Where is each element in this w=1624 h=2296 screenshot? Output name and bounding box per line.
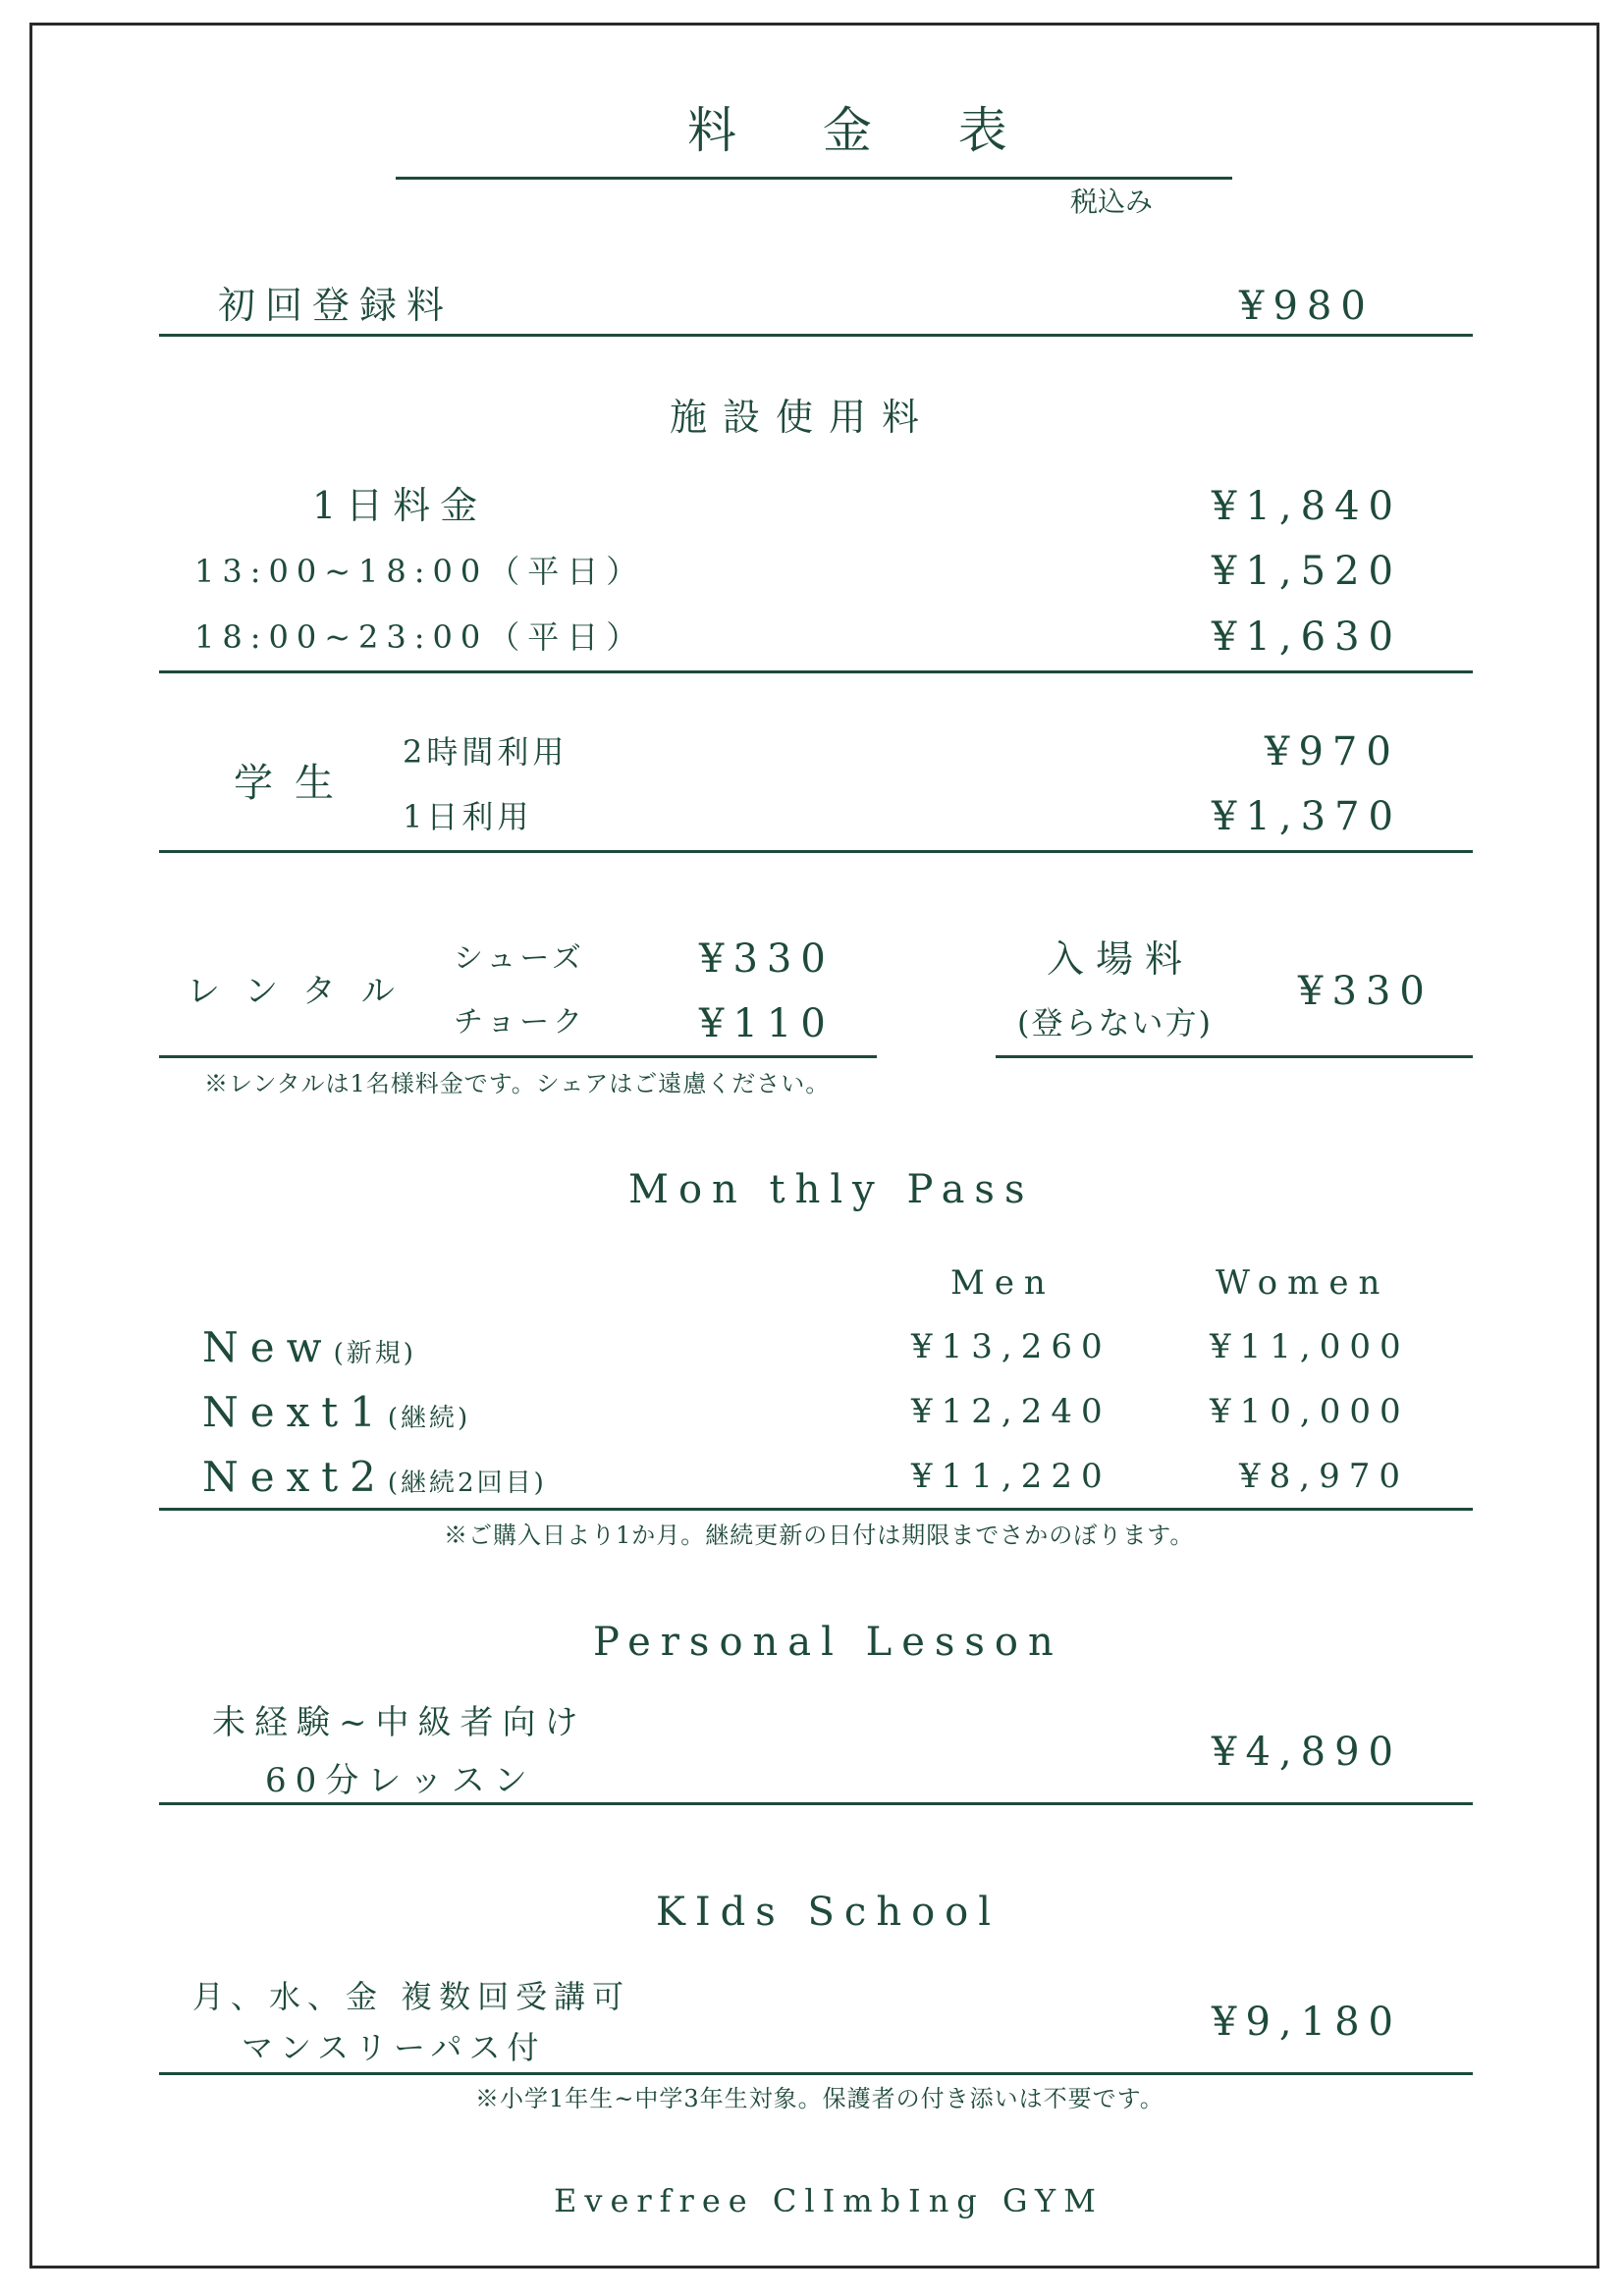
registration-label: 初回登録料 <box>218 284 455 327</box>
facility-heading: 施設使用料 <box>670 396 936 439</box>
facility-day2-label: 13:00~18:00（平日） <box>194 553 646 590</box>
monthly-row-label: Next2 <box>202 1453 388 1501</box>
student-2h-price: ¥970 <box>1265 729 1400 774</box>
monthly-next2-men: ¥11,220 <box>911 1457 1111 1496</box>
divider <box>159 1508 1473 1511</box>
monthly-row-sub: (新規) <box>333 1339 416 1368</box>
monthly-next2-women: ¥8,970 <box>1239 1457 1409 1496</box>
monthly-next1-men: ¥12,240 <box>911 1392 1111 1431</box>
monthly-note: ※ご購入日より1か月。継続更新の日付は期限までさかのぼります。 <box>444 1522 1195 1549</box>
title-underline <box>396 177 1232 180</box>
student-day-label: 1日利用 <box>403 798 533 835</box>
student-2h-label: 2時間利用 <box>403 733 568 771</box>
divider <box>159 1055 877 1058</box>
kids-line1: 月、水、金 複数回受講可 <box>192 1978 631 2015</box>
facility-day-label: 1日料金 <box>312 484 488 527</box>
divider <box>996 1055 1473 1058</box>
kids-price: ¥9,180 <box>1212 2000 1402 2045</box>
facility-night-price: ¥1,630 <box>1212 614 1402 660</box>
monthly-row-label: New <box>202 1323 334 1371</box>
divider <box>159 334 1473 337</box>
monthly-col-men: Men <box>950 1263 1056 1303</box>
personal-line2: 60分レッスン <box>265 1761 536 1800</box>
entry-label: 入場料 <box>1047 937 1195 981</box>
divider <box>159 670 1473 673</box>
rental-chalk-price: ¥110 <box>699 1001 835 1046</box>
monthly-row-label: Next1 <box>202 1388 388 1436</box>
entry-price: ¥330 <box>1298 969 1434 1014</box>
entry-sublabel: (登らない方) <box>1017 1004 1213 1041</box>
rental-shoes-price: ¥330 <box>699 936 835 982</box>
page-title: 料 金 表 <box>687 102 1043 159</box>
kids-note: ※小学1年生~中学3年生対象。保護者の付き添いは不要です。 <box>475 2085 1164 2112</box>
monthly-heading: Mon thly Pass <box>628 1167 1035 1212</box>
rental-label: レンタル <box>187 972 420 1011</box>
facility-day2-price: ¥1,520 <box>1212 549 1402 594</box>
personal-heading: Personal Lesson <box>593 1620 1063 1665</box>
monthly-row-next2 <box>202 1453 547 1501</box>
monthly-col-women: Women <box>1216 1263 1390 1303</box>
kids-line2: マンスリーパス付 <box>242 2029 546 2066</box>
facility-night-label: 18:00~23:00（平日） <box>194 618 646 656</box>
divider <box>159 1802 1473 1805</box>
monthly-row-sub: (継続2回目) <box>387 1468 547 1498</box>
personal-line1: 未経験~中級者向け <box>212 1703 587 1742</box>
rental-chalk-label: チョーク <box>454 1005 587 1040</box>
divider <box>159 2072 1473 2075</box>
monthly-new-men: ¥13,260 <box>911 1327 1111 1366</box>
student-day-price: ¥1,370 <box>1212 794 1402 839</box>
footer-brand: Everfree ClImbIng GYM <box>554 2182 1104 2219</box>
monthly-row-next1 <box>202 1388 471 1436</box>
student-label: 学生 <box>234 761 355 806</box>
personal-price: ¥4,890 <box>1212 1730 1402 1775</box>
facility-day-price: ¥1,840 <box>1212 484 1402 529</box>
rental-shoes-label: シューズ <box>454 941 585 976</box>
monthly-row-new <box>202 1323 416 1371</box>
registration-price: ¥980 <box>1239 284 1375 329</box>
monthly-next1-women: ¥10,000 <box>1210 1392 1410 1431</box>
rental-note: ※レンタルは1名様料金です。シェアはご遠慮ください。 <box>204 1070 831 1097</box>
kids-heading: KIds School <box>656 1890 1001 1935</box>
tax-note: 税込み <box>1070 186 1154 218</box>
monthly-row-sub: (継続) <box>387 1404 471 1433</box>
divider <box>159 850 1473 853</box>
monthly-new-women: ¥11,000 <box>1210 1327 1410 1366</box>
